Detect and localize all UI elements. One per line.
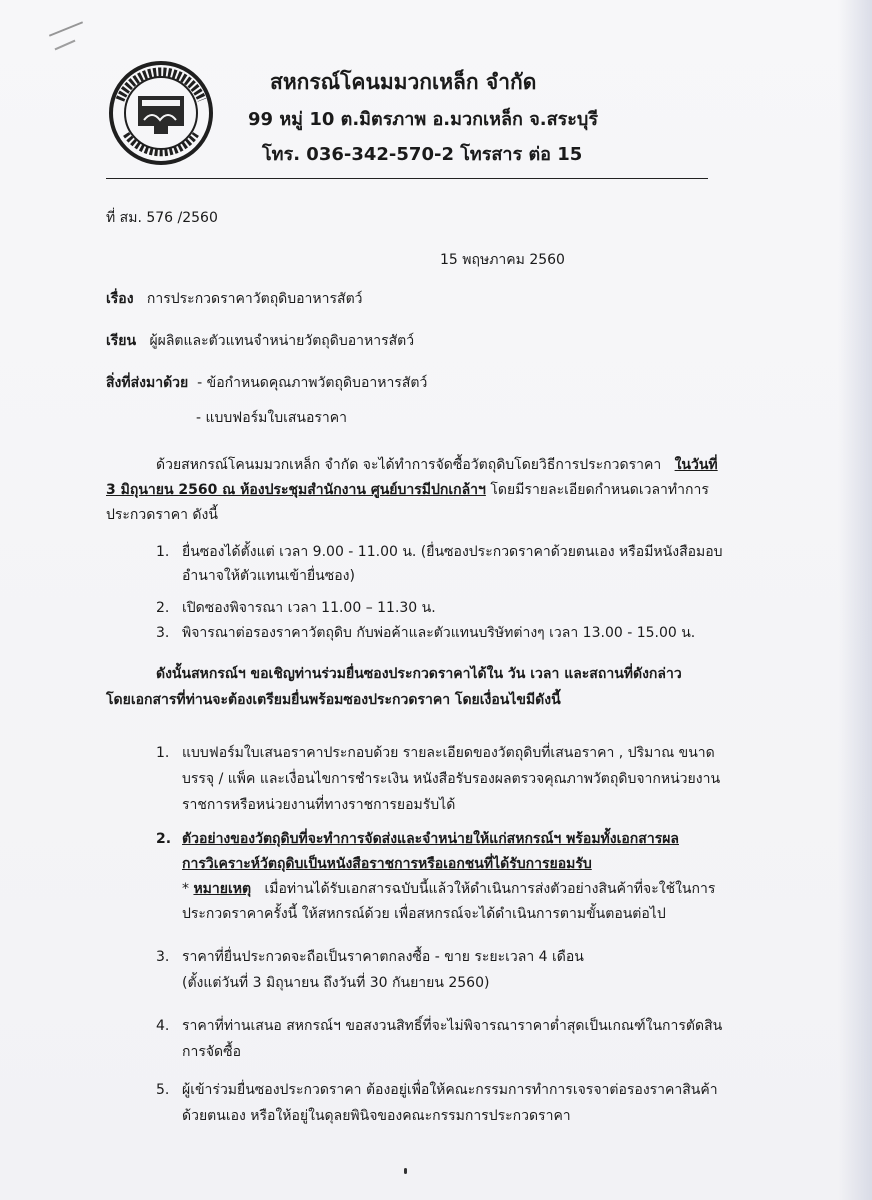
cooperative-seal-logo (108, 60, 214, 166)
condition-text-emphasis: การวิเคราะห์วัตถุดิบเป็นหนังสือราชการหรือเอกชนที่ได้รับการยอมรับ (182, 856, 592, 872)
schedule-item-text: พิจารณาต่อรองราคาวัตถุดิบ กับพ่อค้าและตัวแทนบริษัทต่างๆ เวลา 13.00 - 15.00 น. (182, 625, 696, 641)
condition-number: 2. (156, 831, 172, 847)
schedule-item-text: ยื่นซองได้ตั้งแต่ เวลา 9.00 - 11.00 น. (ยื่นซองประกวดราคาด้วยตนเอง หรือมีหนังสือมอบ (182, 544, 723, 560)
condition-note-line: * หมายเหตุ เมื่อท่านได้รับเอกสารฉบับนี้แล้วให้ดำเนินการส่งตัวอย่างสินค้าที่จะใช้ในการ (182, 881, 716, 897)
intro-date-emphasis: ในวันที่ (674, 457, 718, 473)
header-divider (106, 178, 708, 179)
schedule-item-text: เปิดซองพิจารณา เวลา 11.00 – 11.30 น. (182, 600, 436, 616)
subject-label: เรื่อง (106, 291, 134, 307)
reference-number: ที่ สม. 576 /2560 (106, 210, 218, 226)
pencil-mark (49, 21, 83, 36)
intro-text: โดยมีรายละเอียดกำหนดเวลาทำการ (490, 482, 709, 498)
note-label: หมายเหตุ (193, 881, 252, 897)
enclosures-label: สิ่งที่ส่งมาด้วย (106, 375, 189, 391)
hole-punch-mark (404, 1168, 407, 1174)
condition-text: แบบฟอร์มใบเสนอราคาประกอบด้วย รายละเอียดของวัตถุดิบที่เสนอราคา , ปริมาณ ขนาด (182, 745, 715, 761)
scan-edge-shadow (838, 0, 872, 1200)
intro-line-2 (106, 480, 709, 500)
condition-number: 3. (156, 949, 170, 965)
document-date: 15 พฤษภาคม 2560 (440, 252, 565, 268)
note-text: ประกวดราคาครั้งนี้ ให้สหกรณ์ด้วย เพื่อสหกรณ์จะได้ดำเนินการตามขั้นตอนต่อไป (182, 906, 666, 922)
invitation-line: ดังนั้นสหกรณ์ฯ ขอเชิญท่านร่วมยื่นซองประกวดราคาได้ใน วัน เวลา และสถานที่ดังกล่าว (156, 666, 682, 682)
enclosure-item: - แบบฟอร์มใบเสนอราคา (196, 410, 348, 426)
condition-number: 5. (156, 1082, 170, 1098)
schedule-number: 3. (156, 625, 170, 641)
condition-text: (ตั้งแต่วันที่ 3 มิถุนายน ถึงวันที่ 30 กันยายน 2560) (182, 975, 490, 991)
note-text: เมื่อท่านได้รับเอกสารฉบับนี้แล้วให้ดำเนินการส่งตัวอย่างสินค้าที่จะใช้ในการ (264, 881, 716, 897)
schedule-number: 1. (156, 544, 170, 560)
recipient-line (106, 331, 414, 351)
invitation-line: โดยเอกสารที่ท่านจะต้องเตรียมยื่นพร้อมซองประกวดราคา โดยเงื่อนไขมีดังนี้ (106, 692, 561, 708)
condition-text: บรรจุ / แพ็ค และเงื่อนไขการชำระเงิน หนังสือรับรองผลตรวจคุณภาพวัตถุดิบจากหน่วยงาน (182, 771, 721, 787)
intro-line-3: ประกวดราคา ดังนี้ (106, 507, 218, 523)
condition-text: ราคาที่ยื่นประกวดจะถือเป็นราคาตกลงซื้อ - ขาย ระยะเวลา 4 เดือน (182, 949, 584, 965)
condition-text: ผู้เข้าร่วมยื่นซองประกวดราคา ต้องอยู่เพื่อให้คณะกรรมการทำการเจรจาต่อรองราคาสินค้า (182, 1082, 718, 1098)
organization-name: สหกรณ์โคนมมวกเหล็ก จำกัด (270, 70, 537, 94)
condition-text-emphasis: ตัวอย่างของวัตถุดิบที่จะทำการจัดส่งและจำหน่ายให้แก่สหกรณ์ฯ พร้อมทั้งเอกสารผล (182, 831, 679, 847)
schedule-item-text: อำนาจให้ตัวแทนเข้ายื่นซอง) (182, 568, 355, 584)
intro-text: ด้วยสหกรณ์โคนมมวกเหล็ก จำกัด จะได้ทำการจัดซื้อวัตถุดิบโดยวิธีการประกวดราคา (156, 457, 662, 473)
enclosures-line (106, 373, 427, 393)
condition-text: ราคาที่ท่านเสนอ สหกรณ์ฯ ขอสงวนสิทธิ์ที่จะไม่พิจารณาราคาต่ำสุดเป็นเกณฑ์ในการตัดสิน (182, 1018, 723, 1034)
organization-address: 99 หมู่ 10 ต.มิตรภาพ อ.มวกเหล็ก จ.สระบุรี (248, 109, 599, 130)
organization-phone: โทร. 036-342-570-2 โทรสาร ต่อ 15 (262, 144, 583, 165)
recipient-text: ผู้ผลิตและตัวแทนจำหน่ายวัตถุดิบอาหารสัตว์ (149, 333, 415, 349)
condition-number: 1. (156, 745, 170, 761)
subject-text: การประกวดราคาวัตถุดิบอาหารสัตว์ (146, 291, 363, 307)
recipient-label: เรียน (106, 333, 137, 349)
pencil-mark (55, 40, 76, 51)
condition-number: 4. (156, 1018, 170, 1034)
intro-line-1 (156, 455, 718, 475)
enclosure-item: - ข้อกำหนดคุณภาพวัตถุดิบอาหารสัตว์ (197, 375, 428, 391)
intro-venue-emphasis: 3 มิถุนายน 2560 ณ ห้องประชุมสำนักงาน ศูนย์บารมีปกเกล้าฯ (106, 482, 486, 498)
subject-line (106, 289, 363, 309)
condition-text: ราชการหรือหน่วยงานที่ทางราชการยอมรับได้ (182, 797, 456, 813)
schedule-number: 2. (156, 600, 170, 616)
condition-text: การจัดซื้อ (182, 1044, 242, 1060)
condition-text: ด้วยตนเอง หรือให้อยู่ในดุลยพินิจของคณะกรรมการประกวดราคา (182, 1108, 571, 1124)
